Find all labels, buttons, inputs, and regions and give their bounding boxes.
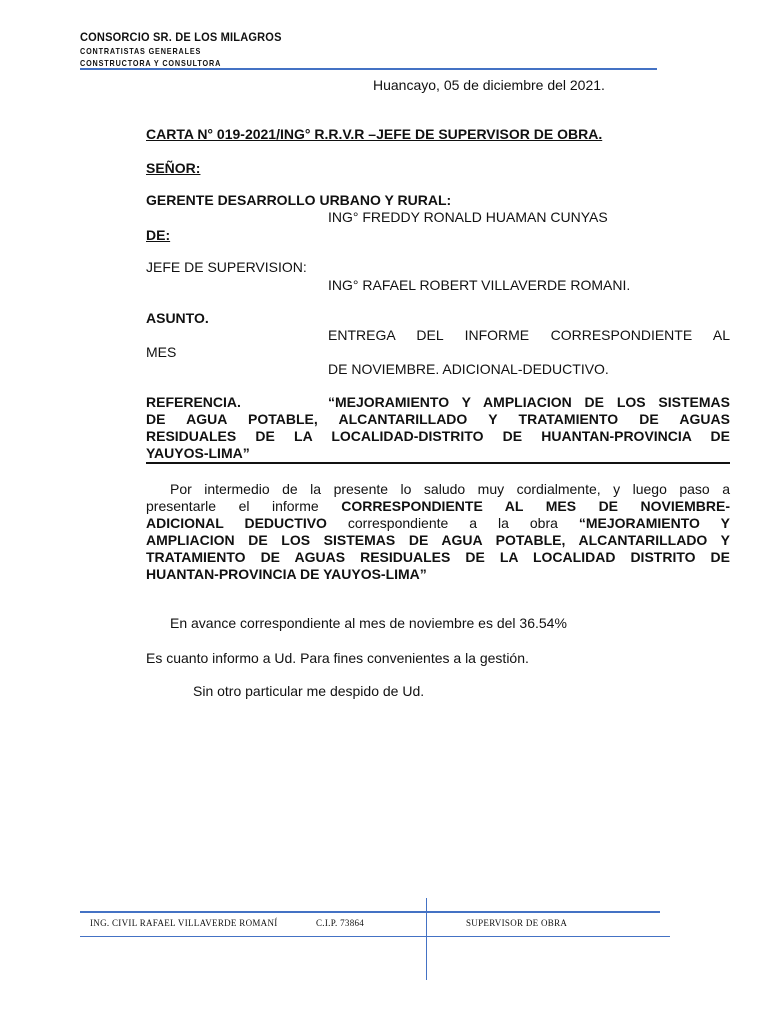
reference-line-1: “MEJORAMIENTO Y AMPLIACION DE LOS SISTEMAS [328, 394, 730, 410]
body-p1-line-3-b: correspondiente a la obra [326, 515, 579, 531]
subject-line-1: ENTREGA DEL INFORME CORRESPONDIENTE AL [328, 327, 730, 343]
footer-engineer-name: ING. CIVIL RAFAEL VILLAVERDE ROMANÍ [90, 918, 278, 928]
body-progress-line: En avance correspondiente al mes de noviembre es del 36.54% [170, 615, 567, 631]
body-p1-line-3 [146, 515, 730, 532]
footer-top-rule [80, 911, 660, 913]
company-name: CONSORCIO SR. DE LOS MILAGROS [80, 30, 282, 44]
sender-name: ING° RAFAEL ROBERT VILLAVERDE ROMANI. [328, 277, 631, 293]
footer-cip: C.I.P. 73864 [316, 918, 365, 928]
date-line: Huancayo, 05 de diciembre del 2021. [373, 77, 605, 93]
body-p1-line-4: AMPLIACION DE LOS SISTEMAS DE AGUA POTABLE, ALCANTARILLADO Y [146, 532, 730, 548]
body-farewell-line: Sin otro particular me despido de Ud. [193, 683, 425, 699]
body-p1-line-2-a: presentarle el informe [146, 498, 342, 514]
company-tagline-1: CONTRATISTAS GENERALES [80, 46, 202, 56]
recipient-label: SEÑOR: [146, 160, 201, 176]
sender-position: JEFE DE SUPERVISION: [146, 259, 307, 275]
body-p1-line-6: HUANTAN-PROVINCIA DE YAUYOS-LIMA” [146, 566, 427, 582]
section-divider [146, 462, 730, 464]
reference-line-3: RESIDUALES DE LA LOCALIDAD-DISTRITO DE HUANTAN-PROVINCIA DE [146, 428, 730, 444]
body-p1-line-5: TRATAMIENTO DE AGUAS RESIDUALES DE LA LOCALIDAD DISTRITO DE [146, 549, 730, 565]
body-p1-line-2 [146, 498, 730, 515]
subject-line-2: MES [146, 344, 177, 360]
body-p1-line-2-b: CORRESPONDIENTE AL MES DE NOVIEMBRE- [341, 498, 730, 514]
reference-line-2: DE AGUA POTABLE, ALCANTARILLADO Y TRATAMIENTO DE AGUAS [146, 411, 730, 427]
body-p1-line-3-c: “MEJORAMIENTO Y [578, 515, 730, 531]
recipient-name: ING° FREDDY RONALD HUAMAN CUNYAS [328, 209, 608, 225]
header-rule [80, 68, 657, 70]
recipient-position: GERENTE DESARROLLO URBANO Y RURAL: [146, 192, 452, 208]
reference-label: REFERENCIA. [146, 394, 241, 410]
company-tagline-2: CONSTRUCTORA Y CONSULTORA [80, 58, 222, 68]
footer-bottom-rule [80, 936, 670, 937]
subject-line-3: DE NOVIEMBRE. ADICIONAL-DEDUCTIVO. [328, 361, 609, 377]
sender-label: DE: [146, 227, 171, 243]
body-p1-line-3-a: ADICIONAL DEDUCTIVO [146, 515, 327, 531]
reference-line-4: YAUYOS-LIMA” [146, 445, 250, 461]
body-closing-line: Es cuanto informo a Ud. Para fines convenientes a la gestión. [146, 650, 529, 666]
footer-vertical-rule [426, 898, 427, 980]
subject-label: ASUNTO. [146, 310, 209, 326]
body-p1-line-1: Por intermedio de la presente lo saludo muy cordialmente, y luego paso a [170, 481, 730, 497]
letter-reference: CARTA N° 019-2021/ING° R.R.V.R –JEFE DE SUPERVISOR DE OBRA. [146, 126, 603, 142]
footer-role: SUPERVISOR DE OBRA [466, 918, 568, 928]
